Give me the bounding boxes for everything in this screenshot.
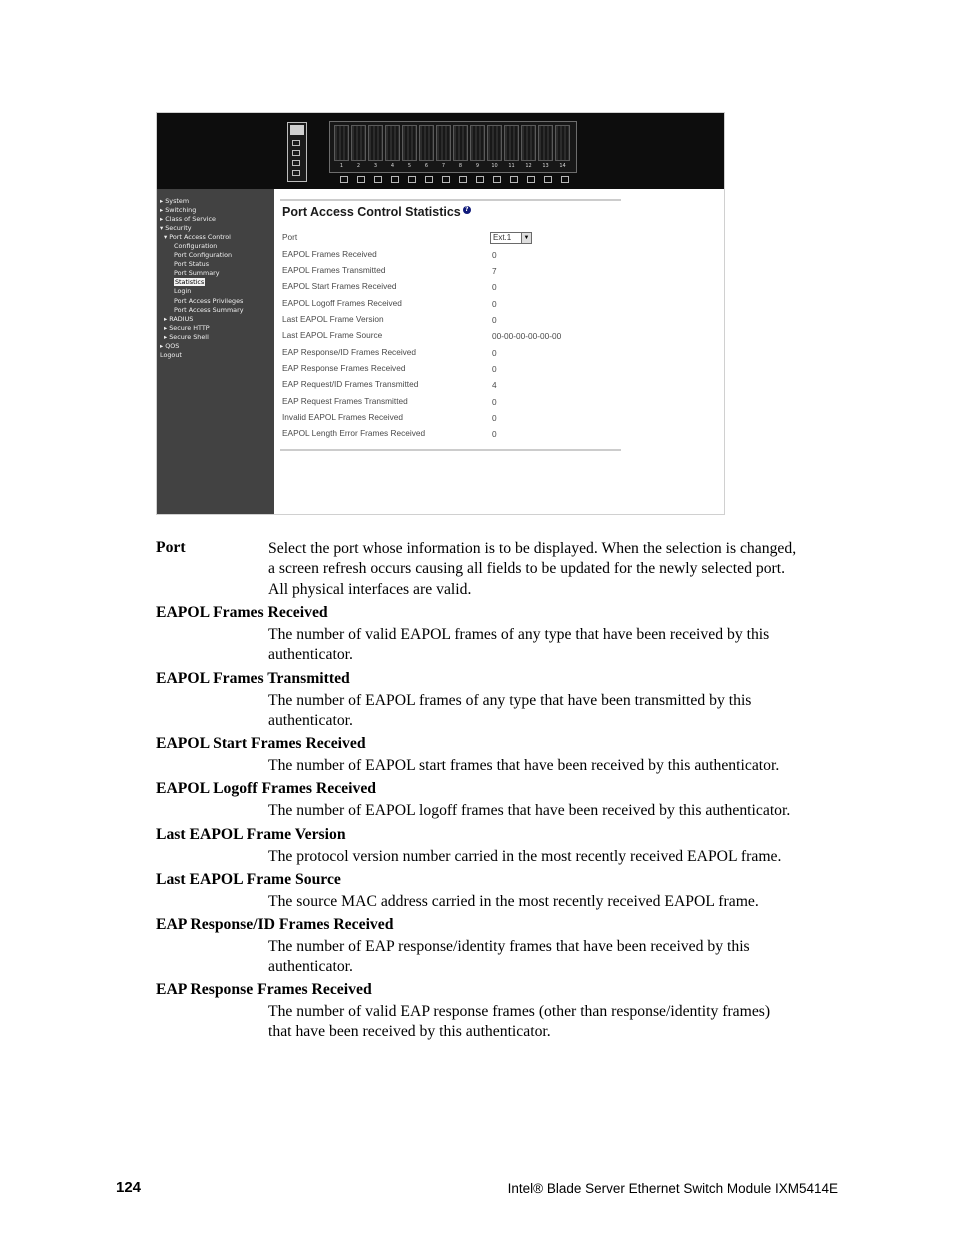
description-line: The number of EAPOL logoff frames that have been received by this authenticator.: [268, 802, 791, 819]
port-led-icon: [425, 176, 433, 183]
switch-header: [157, 113, 725, 189]
description-line: All physical interfaces are valid.: [268, 580, 472, 598]
stat-value: 0: [492, 413, 497, 423]
stat-row: [282, 265, 622, 281]
port-led-icon: [442, 176, 450, 183]
stat-value: 0: [492, 396, 497, 407]
nav-tree: [157, 189, 274, 515]
stat-value: 0: [492, 347, 497, 358]
stat-row: [282, 298, 622, 314]
port-slot-icon[interactable]: [351, 125, 366, 161]
port-slot-icon[interactable]: [470, 125, 485, 161]
nav-item-label: Login: [174, 287, 192, 296]
nav-item-label: Port Status: [174, 260, 210, 269]
port-number: 2: [356, 163, 361, 169]
description-line: authenticator.: [268, 958, 353, 976]
definition-description: [268, 801, 844, 821]
port-slot-icon[interactable]: [538, 125, 553, 161]
nav-item[interactable]: [157, 287, 274, 296]
stat-label: EAPOL Length Error Frames Received: [282, 428, 426, 439]
stat-label: EAPOL Logoff Frames Received: [282, 297, 402, 308]
port-slot-icon[interactable]: [436, 125, 451, 161]
definition-description: [268, 1002, 844, 1043]
stat-row: [282, 412, 622, 428]
stat-label: Last EAPOL Frame Source: [282, 330, 383, 341]
definition-term: Last EAPOL Frame Source: [156, 871, 341, 888]
dropdown-arrow-icon[interactable]: ▼: [521, 233, 531, 243]
description-line: authenticator.: [268, 646, 353, 664]
screenshot-figure: [156, 112, 725, 515]
stat-row: [282, 347, 622, 363]
port-number: 1: [339, 163, 344, 169]
definition-description: [268, 756, 844, 776]
stat-value: 0: [492, 429, 497, 440]
nav-item-label: Configuration: [174, 242, 218, 251]
help-icon[interactable]: ?: [463, 206, 471, 214]
chassis-port-icon: [292, 160, 300, 166]
stat-row: [282, 396, 622, 412]
port-led-icon: [493, 176, 501, 183]
definition-term: Last EAPOL Frame Version: [156, 826, 346, 843]
nav-item-label: Switching: [165, 206, 197, 215]
description-line: authenticator.: [268, 712, 353, 730]
collapsed-arrow-icon[interactable]: ▸: [164, 314, 170, 323]
stat-row: [282, 363, 622, 379]
port-number: 10: [491, 163, 498, 169]
stat-value: 4: [492, 380, 497, 391]
nav-item[interactable]: [157, 324, 274, 333]
nav-item-label: Port Configuration: [174, 251, 233, 260]
nav-item[interactable]: [157, 251, 274, 260]
port-slot-icon[interactable]: [334, 125, 349, 161]
nav-item[interactable]: [157, 351, 274, 360]
port-select-value: Ext.1: [493, 233, 512, 242]
port-slot-icon[interactable]: [504, 125, 519, 161]
port-led-icon: [391, 176, 399, 183]
definition-term: EAPOL Logoff Frames Received: [156, 780, 377, 797]
stat-value: 0: [492, 282, 497, 293]
nav-item-label: QOS: [165, 341, 180, 350]
port-led-icon: [476, 176, 484, 183]
definition-term: EAP Response Frames Received: [156, 981, 372, 998]
port-panel: [329, 121, 577, 173]
port-number: 8: [458, 163, 463, 169]
nav-item-label: Port Summary: [174, 269, 220, 278]
nav-item[interactable]: [157, 206, 274, 215]
description-line: a screen refresh occurs causing all fields to be updated for the newly selected port.: [268, 560, 786, 578]
stat-value: 0: [492, 249, 497, 260]
port-label: Port: [282, 232, 298, 242]
port-led-icon: [459, 176, 467, 183]
nav-item[interactable]: [157, 315, 274, 324]
definition-term: EAPOL Frames Received: [156, 604, 328, 621]
divider: [280, 449, 621, 451]
port-number: 4: [390, 163, 395, 169]
definition-description: [268, 892, 844, 912]
port-number: 3: [373, 163, 378, 169]
page-number: 124: [116, 1179, 142, 1196]
nav-item-label: Port Access Privileges: [174, 296, 244, 305]
definition-term: EAPOL Start Frames Received: [156, 735, 366, 752]
stat-row: [282, 314, 622, 330]
footer-title: Intel® Blade Server Ethernet Switch Module IXM5414E: [507, 1181, 838, 1196]
nav-item-label: Security: [165, 224, 192, 233]
stat-label: EAP Response Frames Received: [282, 362, 406, 373]
nav-item[interactable]: [157, 278, 274, 287]
definition-description: [268, 847, 844, 867]
description-line: The number of EAPOL frames of any type that have been transmitted by this: [268, 692, 752, 709]
definition-term: EAP Response/ID Frames Received: [156, 916, 394, 933]
definition-description: [268, 691, 844, 732]
nav-item[interactable]: [157, 297, 274, 306]
chassis-icon: [287, 122, 307, 182]
nav-item[interactable]: [157, 333, 274, 342]
port-slot-icon[interactable]: [385, 125, 400, 161]
port-number: 5: [407, 163, 412, 169]
stat-label: EAP Request Frames Transmitted: [282, 395, 408, 406]
nav-item[interactable]: [157, 242, 274, 251]
collapsed-arrow-icon[interactable]: ▸: [160, 197, 166, 205]
stat-value: 00-00-00-00-00-00: [492, 331, 562, 342]
port-number: 9: [475, 163, 480, 169]
stat-row: [282, 428, 622, 444]
stat-value: 7: [492, 265, 497, 276]
nav-item[interactable]: [157, 269, 274, 278]
port-led-icon: [510, 176, 518, 183]
port-led-icon: [544, 176, 552, 183]
nav-item[interactable]: [157, 215, 274, 224]
collapsed-arrow-icon[interactable]: ▸: [164, 323, 170, 332]
definition-description: [268, 937, 844, 978]
port-slot-icon[interactable]: [555, 125, 570, 161]
definition-description: [268, 625, 844, 666]
chassis-port-icon: [292, 170, 300, 176]
description-line: The number of valid EAP response frames (other than response/identity frames): [268, 1003, 771, 1020]
stat-label: EAPOL Frames Transmitted: [282, 264, 386, 275]
collapsed-arrow-icon[interactable]: ▸: [160, 341, 166, 350]
stat-label: EAPOL Frames Received: [282, 248, 377, 259]
nav-item-label: Class of Service: [165, 215, 216, 224]
description-line: The source MAC address carried in the most recently received EAPOL frame.: [268, 893, 759, 910]
port-number: 13: [542, 163, 549, 169]
description-line: Select the port whose information is to be displayed. When the selection is changed,: [268, 540, 797, 557]
page-title: [282, 205, 471, 219]
port-number: 12: [525, 163, 532, 169]
stat-label: Invalid EAPOL Frames Received: [282, 412, 403, 422]
description-line: The number of EAP response/identity frames that have been received by this: [268, 938, 750, 955]
port-led-icon: [340, 176, 348, 183]
nav-item[interactable]: [157, 197, 274, 206]
chassis-port-icon: [292, 150, 300, 156]
port-row: [282, 232, 622, 248]
nav-item[interactable]: [157, 224, 274, 233]
port-slot-icon[interactable]: [487, 125, 502, 161]
stat-value: 0: [492, 314, 497, 325]
nav-item[interactable]: [157, 306, 274, 315]
port-number: 11: [508, 163, 515, 169]
expanded-arrow-icon[interactable]: ▾: [164, 233, 170, 242]
stat-label: EAPOL Start Frames Received: [282, 281, 397, 292]
port-led-icon: [357, 176, 365, 183]
stat-value: 0: [492, 298, 497, 309]
port-led-icon: [374, 176, 382, 183]
definition-term: Port: [156, 539, 186, 556]
stat-row: [282, 330, 622, 346]
nav-item-label: System: [165, 197, 190, 205]
collapsed-arrow-icon[interactable]: ▸: [160, 215, 166, 224]
chassis-label-icon: [290, 125, 304, 135]
nav-item-label: Secure HTTP: [169, 323, 210, 332]
divider: [280, 199, 621, 201]
expanded-arrow-icon[interactable]: ▾: [160, 224, 166, 233]
stat-row: [282, 281, 622, 297]
description-line: The number of valid EAPOL frames of any type that have been received by this: [268, 626, 770, 643]
stat-label: EAP Response/ID Frames Received: [282, 346, 417, 357]
description-line: The protocol version number carried in the most recently received EAPOL frame.: [268, 848, 782, 865]
stat-label: Last EAPOL Frame Version: [282, 313, 384, 324]
nav-item-label: Logout: [160, 350, 182, 359]
nav-item[interactable]: [157, 233, 274, 242]
port-select[interactable]: [490, 232, 532, 244]
nav-item-label: Port Access Control: [169, 233, 231, 242]
port-slot-icon[interactable]: [521, 125, 536, 161]
nav-item-label: Secure Shell: [169, 332, 209, 341]
collapsed-arrow-icon[interactable]: ▸: [164, 332, 170, 341]
stat-label: EAP Request/ID Frames Transmitted: [282, 379, 419, 390]
nav-item-label: Port Access Summary: [174, 305, 244, 314]
stat-row: [282, 249, 622, 265]
port-slot-icon[interactable]: [368, 125, 383, 161]
definition-term: EAPOL Frames Transmitted: [156, 670, 350, 687]
port-slot-icon[interactable]: [419, 125, 434, 161]
definition-description: [268, 539, 844, 600]
port-number: 14: [559, 163, 566, 169]
nav-item-label: RADIUS: [169, 314, 194, 323]
nav-item[interactable]: [157, 260, 274, 269]
description-line: The number of EAPOL start frames that have been received by this authenticator.: [268, 757, 780, 774]
stat-row: [282, 379, 622, 395]
stat-value: 0: [492, 363, 497, 374]
port-number: 6: [424, 163, 429, 169]
nav-item-label: Statistics: [175, 278, 205, 287]
collapsed-arrow-icon[interactable]: ▸: [160, 206, 166, 215]
port-number: 7: [441, 163, 446, 169]
port-slot-icon[interactable]: [453, 125, 468, 161]
port-led-icon: [561, 176, 569, 183]
nav-item[interactable]: [157, 342, 274, 351]
port-slot-icon[interactable]: [402, 125, 417, 161]
description-line: that have been received by this authenticator.: [268, 1023, 551, 1041]
port-led-icon: [527, 176, 535, 183]
page-title-text: Port Access Control Statistics: [282, 205, 461, 219]
chassis-port-icon: [292, 140, 300, 146]
port-led-icon: [408, 176, 416, 183]
